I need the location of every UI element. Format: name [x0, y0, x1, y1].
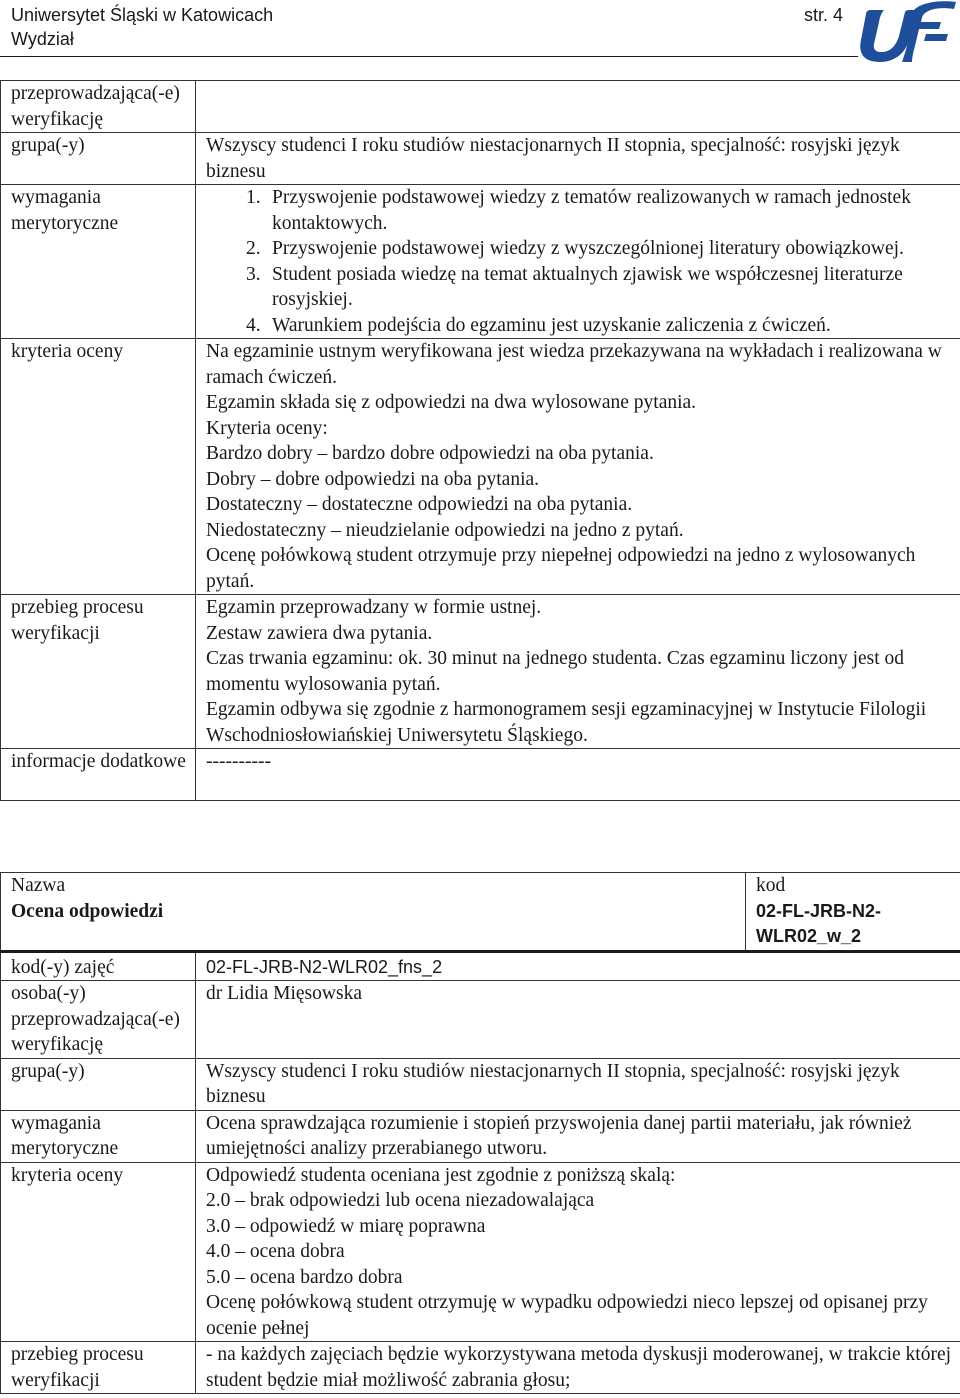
- requirements-list: [206, 185, 952, 338]
- text-line: 5.0 – ocena bardzo dobra: [206, 1266, 403, 1288]
- name-value: Ocena odpowiedzi: [11, 900, 164, 922]
- process-value: - na każdych zajęciach będzie wykorzystywana metoda dyskusji moderowanej, w trakcie której student będzie miał możliwość zabrania głosu;: [196, 1342, 960, 1394]
- table-row: [1, 951, 960, 981]
- text-line: Bardzo dobry – bardzo dobre odpowiedzi na oba pytania.: [206, 443, 654, 464]
- requirements-value: Ocena sprawdzająca rozumienie i stopień przyswojenia danej partii materiału, jak również umiejętności analizy przerabianego utworu.: [196, 1110, 960, 1162]
- table-row: [1, 1342, 960, 1394]
- text-line: Ocenę połówkową student otrzymuje przy niepełnej odpowiedzi na jedno z wylosowanych pytań.: [206, 545, 916, 592]
- text-line: Ocenę połówkową student otrzymuję w wypadku odpowiedzi nieco lepszej od opisanej przy ocenie pełnej: [206, 1292, 928, 1339]
- code-label: kod: [756, 875, 786, 896]
- text-line: Na egzaminie ustnym weryfikowana jest wiedza przekazywana na wykładach i realizowana w ramach ćwiczeń.: [206, 341, 942, 388]
- header-university: Uniwersytet Śląski w Katowicach: [11, 5, 274, 25]
- list-item-text: Przyswojenie podstawowej wiedzy z wyszczególnionej literatury obowiązkowej.: [272, 238, 904, 259]
- group-value: Wszyscy studenci I roku studiów niestacjonarnych II stopnia, specjalność: rosyjski język biznesu: [196, 1058, 960, 1110]
- verification-table-continued: [0, 80, 960, 801]
- list-item: [246, 262, 952, 313]
- text-line: Dobry – dobre odpowiedzi na oba pytania.: [206, 468, 540, 490]
- list-item-text: Przyswojenie podstawowej wiedzy z tematów realizowanych w ramach jednostek kontaktowych.: [272, 187, 911, 234]
- verification-table-answer-assessment: [0, 872, 960, 1394]
- row-label: grupa(-y): [1, 133, 196, 185]
- text-line: Dostateczny – dostateczne odpowiedzi na oba pytania.: [206, 494, 633, 515]
- text-line: Kryteria oceny:: [206, 417, 328, 439]
- university-logo-icon: [852, 0, 960, 66]
- code-value: 02-FL-JRB-N2-WLR02_w_2: [756, 900, 882, 946]
- name-label: Nazwa: [11, 875, 66, 896]
- row-label: przebieg procesu weryfikacji: [1, 595, 196, 749]
- header-faculty: Wydział: [11, 29, 74, 49]
- table-row: [1, 1162, 960, 1342]
- list-item-number: 2.: [246, 238, 261, 259]
- row-label: wymagania merytoryczne: [1, 1110, 196, 1162]
- requirements-value: [196, 185, 960, 339]
- class-code-value: 02-FL-JRB-N2-WLR02_fns_2: [196, 951, 960, 981]
- table-row: [1, 873, 960, 952]
- name-cell: [1, 873, 746, 952]
- list-item-number: 3.: [246, 263, 261, 285]
- text-line: Egzamin odbywa się zgodnie z harmonogramem sesji egzaminacyjnej w Instytucie Filologii Wschodniosłowiańskiej Uniwersytetu Śląskiego.: [206, 699, 927, 746]
- table-row: [1, 981, 960, 1059]
- list-item-number: 4.: [246, 314, 261, 336]
- list-item-text: Student posiada wiedzę na temat aktualnych zjawisk we współczesnej literaturze rosyjskiej.: [272, 263, 903, 310]
- list-item: [246, 313, 952, 339]
- code-cell: [746, 873, 960, 952]
- list-item: [246, 185, 952, 236]
- list-item: [246, 236, 952, 262]
- table-row: [1, 595, 960, 749]
- person-value: dr Lidia Mięsowska: [196, 981, 960, 1059]
- text-line: Egzamin składa się z odpowiedzi na dwa wylosowane pytania.: [206, 392, 697, 413]
- table-row: [1, 81, 960, 133]
- text-line: Niedostateczny – nieudzielanie odpowiedzi na jedno z pytań.: [206, 519, 684, 541]
- group-value: Wszyscy studenci I roku studiów niestacjonarnych II stopnia, specjalność: rosyjski język biznesu: [196, 133, 960, 185]
- process-value: [196, 595, 960, 749]
- row-label: kryteria oceny: [1, 339, 196, 595]
- table-row: [1, 749, 960, 801]
- text-line: Czas trwania egzaminu: ok. 30 minut na jednego studenta. Czas egzaminu liczony jest od momentu wylosowania pytań.: [206, 648, 905, 695]
- row-label: grupa(-y): [1, 1058, 196, 1110]
- table-row: [1, 1058, 960, 1110]
- header-page-number: str. 4: [804, 5, 844, 25]
- header-rule: [0, 56, 858, 57]
- list-item-number: 1.: [246, 187, 261, 208]
- row-label: informacje dodatkowe: [1, 749, 196, 801]
- row-label: wymagania merytoryczne: [1, 185, 196, 339]
- row-label: osoba(-y) przeprowadzająca(-e) weryfikację: [1, 981, 196, 1059]
- row-label: kod(-y) zajęć: [1, 951, 196, 981]
- row-label: przebieg procesu weryfikacji: [1, 1342, 196, 1394]
- table-row: [1, 185, 960, 339]
- additional-info-value: ----------: [196, 749, 960, 801]
- text-line: Odpowiedź studenta oceniana jest zgodnie z poniższą skalą:: [206, 1164, 676, 1186]
- text-line: 3.0 – odpowiedź w miarę poprawna: [206, 1215, 486, 1237]
- list-item-text: Warunkiem podejścia do egzaminu jest uzyskanie zaliczenia z ćwiczeń.: [272, 314, 831, 336]
- text-line: 4.0 – ocena dobra: [206, 1241, 345, 1262]
- table-row: [1, 133, 960, 185]
- row-label: przeprowadzająca(-e) weryfikację: [1, 81, 196, 133]
- table-row: [1, 339, 960, 595]
- row-value: [196, 81, 960, 133]
- criteria-value: [196, 1162, 960, 1342]
- text-line: Egzamin przeprowadzany w formie ustnej.: [206, 597, 542, 618]
- text-line: 2.0 – brak odpowiedzi lub ocena niezadowalająca: [206, 1190, 595, 1211]
- criteria-value: [196, 339, 960, 595]
- row-label: kryteria oceny: [1, 1162, 196, 1342]
- table-row: [1, 1110, 960, 1162]
- text-line: Zestaw zawiera dwa pytania.: [206, 622, 433, 644]
